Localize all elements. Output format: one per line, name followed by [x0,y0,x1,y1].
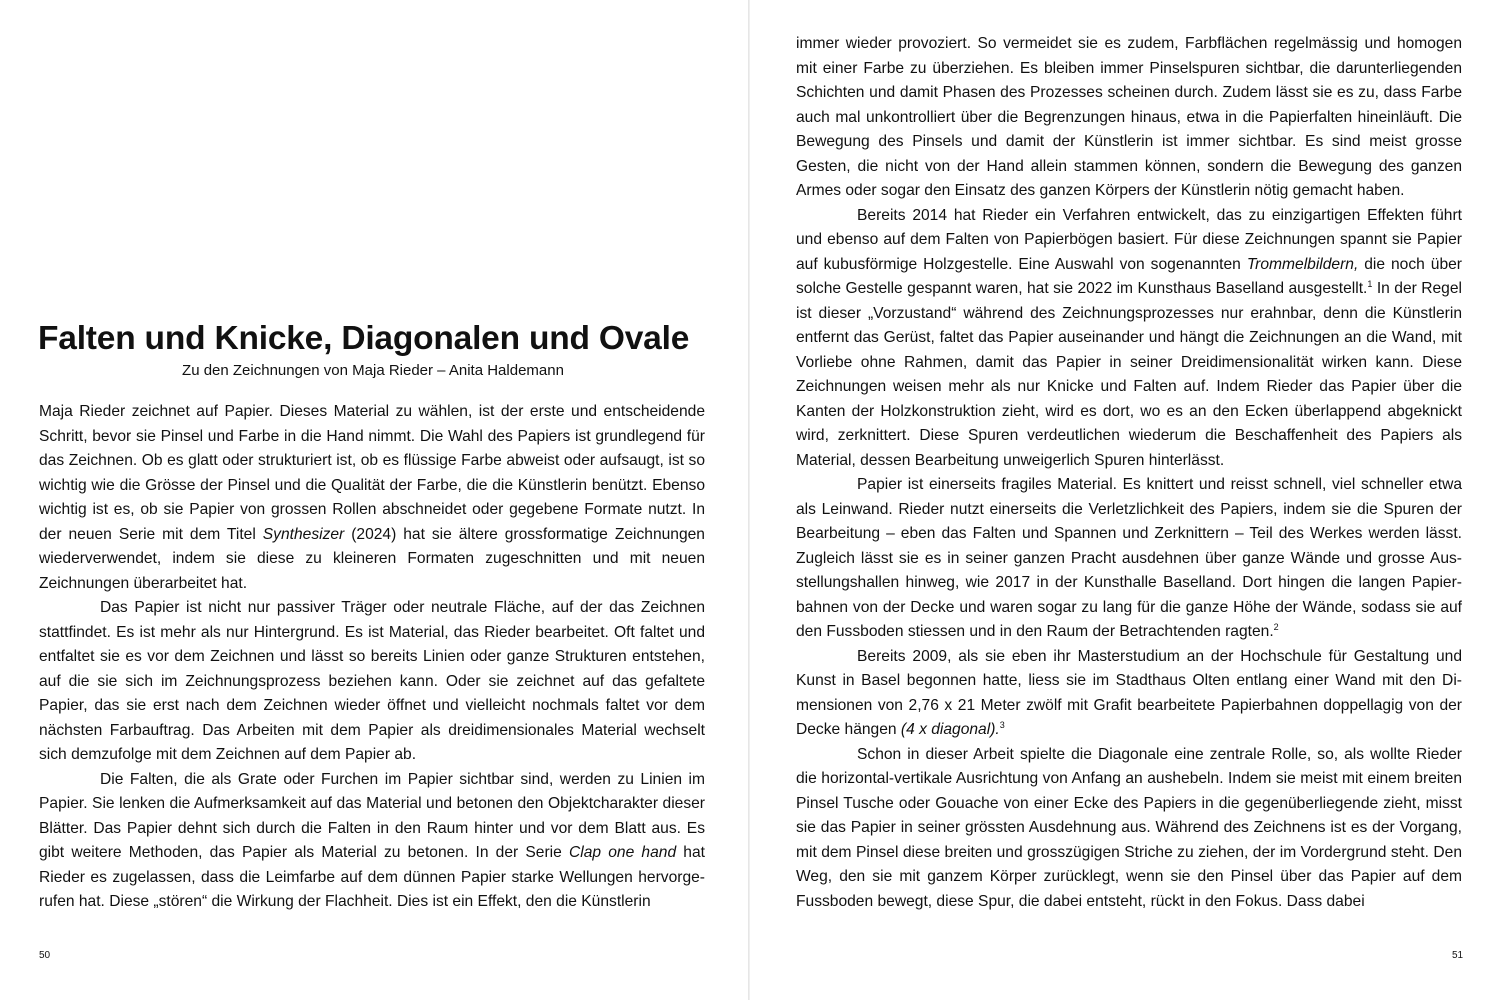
paragraph: Schon in dieser Arbeit spielte die Diagonale eine zentrale Rolle, so, als wollte Rieder die horizontal-vertikale Ausrichtung von Anfang an aushebeln. Indem sie meist mit einem breiten Pinsel Tusche oder Gouache von einer Ecke des Papiers in die gegenüberliegende zieht, misst sie das Papier in seiner grössten Ausdehnung aus. Während des Zeichnens ist es der Vorgang, mit dem Pinsel diese breiten und grosszügigen Striche zu ziehen, der im Vordergrund steht. Den Weg, den sie mit ganzem Körper zurücklegt, wenn sie den Pinsel über das Papier auf dem Fussboden bewegt, diese Spur, die dabei entsteht, rückt in den Fokus. Dass dabei [796,745,1462,910]
footnote-marker: 3 [999,720,1005,730]
article-title: Falten und Knicke, Diagonalen und Ovale [38,320,690,357]
footnote-marker: 1 [1367,279,1373,289]
paragraph: Papier ist einerseits fragiles Material. Es knittert und reisst schnell, viel schneller etwa als Leinwand. Rieder nutzt einerseits die Verletzlichkeit des Papiers, indem sie die Spuren der Bearbeitung – eben das Falten und Spannen und Zerknittern – Teil des Werkes werden lässt. Zugleich lässt sie es in seiner ganzen Pracht ausdehnen über ganze Wände und grosse Ausstellungshallen hinweg, wie 2017 in der Kunsthalle Baselland. Dort hingen die langen Papierbahnen von der Decke und waren sogar zu lang für die ganze Höhe der Wände, sodass sie auf den Fussboden stiessen und in den Raum der Betrachtenden ragten.$^2$ [796,476,1462,640]
article-subtitle: Zu den Zeichnungen von Maja Rieder – Anita Haldemann [182,362,564,379]
page-number: 50 [39,950,51,961]
page-number: 51 [1452,950,1464,961]
right-body-text [796,32,1462,914]
page-gutter [748,0,750,1000]
paragraph: Maja Rieder zeichnet auf Papier. Dieses Material zu wählen, ist der erste und entscheidende Schritt, bevor sie Pinsel und Farbe in die Hand nimmt. Die Wahl des Papiers ist grundlegend für das Zeichnen. Ob es glatt oder strukturiert ist, ob es flüssige Farbe abweist oder aufsaugt, ist so wichtig wie die Grösse der Pinsel und die Qualität der Farbe, die die Künstlerin benützt. Ebenso wichtig ist es, ob sie Papier von grossen Rollen abschneidet oder gegebene Formate nutzt. In der neuen Serie mit dem Titel Synthesizer (2024) hat sie ältere grossformatige Zeichnungen wiederverwendet, indem sie diese zu kleineren Formaten zugeschnitten und mit neuen Zeichnungen überarbeitet hat. [39,403,705,592]
paragraph: Bereits 2009, als sie eben ihr Masterstudium an der Hochschule für Gestaltung und Kunst in Basel begonnen hatte, liess sie im Stadthaus Olten entlang einer Wand mit den Dimensionen von 2,76 x 21 Meter zwölf mit Grafit bearbeitete Papierbahnen doppellagig von der Decke hängen (4 x diagonal).$^3$ [796,647,1462,738]
left-page [0,0,749,1000]
paragraph: Bereits 2014 hat Rieder ein Verfahren entwickelt, das zu einzigartigen Effekten führt und ebenso auf dem Falten von Papierbögen basiert. Für diese Zeichnungen spannt sie Papier auf kubusförmige Holzgestelle. Eine Auswahl von sogenannten Trommelbildern, die noch über solche Gestelle gespannt waren, hat sie 2022 im Kunsthaus Baselland ausgestellt.$^1$ In der Regel ist dieser „Vorzustand“ während des Zeichnungsprozesses nur erahnbar, denn die Künstlerin entfernt das Gerüst, faltet das Papier auseinander und hängt die Zeichnungen an die Wand, mit Vorliebe ohne Rahmen, damit das Papier in seiner Dreidimensionalität wirken kann. Diese Zeichnungen weisen mehr als nur Knicke und Falten auf. Indem Rieder das Papier über die Kanten der Holzkonstruktion zieht, wird es dort, wo es an den Ecken überlappend abgeknickt wird, zerknittert. Diese Spuren verdeutlichen wiederum die Beschaffenheit des Papiers als Material, dessen Bearbeitung unweigerlich Spuren hinterlässt. [796,206,1462,469]
paragraph: Das Papier ist nicht nur passiver Träger oder neutrale Fläche, auf der das Zeichnen stattfindet. Es ist mehr als nur Hintergrund. Es ist Material, das Rieder bearbeitet. Oft faltet und entfaltet sie es vor dem Zeichnen und lässt so bereits Linien oder ganze Strukturen entstehen, auf die sie sich im Zeichnungsprozess beziehen kann. Oder sie zeichnet auf das gefaltete Papier, das sie erst nach dem Zeichnen wieder öffnet und vielleicht nochmals faltet vor dem nächsten Farbauftrag. Das Arbeiten mit dem Papier als dreidimensionales Material wechselt sich demzufolge mit dem Zeichnen auf dem Papier ab. [39,599,705,763]
paragraph: immer wieder provoziert. So vermeidet sie es zudem, Farbflächen regelmässig und homogen mit einer Farbe zu überziehen. Es bleiben immer Pinselspuren sichtbar, die darunterliegenden Schichten und damit Phasen des Prozesses scheinen durch. Zudem lässt sie es zu, dass Farbe auch mal unkontrolliert über die Begrenzungen hinaus, etwa in die Papierfalten hineinläuft. Die Bewegung des Pinsels und damit der Künstlerin ist immer sichtbar. Es sind meist grosse Gesten, die nicht von der Hand allein stammen können, sondern die Bewegung des ganzen Armes oder sogar den Einsatz des ganzen Körpers der Künstlerin nötig gemacht haben. [796,35,1462,199]
left-body-text [39,400,705,915]
paragraph: Die Falten, die als Grate oder Furchen im Papier sichtbar sind, werden zu Linien im Papier. Sie lenken die Aufmerksamkeit auf das Material und betonen den Objektcharakter dieser Blätter. Das Papier dehnt sich durch die Falten in den Raum hinter und vor dem Blatt aus. Es gibt weitere Methoden, das Papier als Material zu betonen. In der Serie Clap one hand hat Rieder es zugelassen, dass die Leimfarbe auf dem dünnen Papier starke Wellungen hervorgerufen hat. Diese „stören“ die Wirkung der Flachheit. Dies ist ein Effekt, den die Künstlerin [39,770,705,910]
footnote-marker: 2 [1273,622,1279,632]
